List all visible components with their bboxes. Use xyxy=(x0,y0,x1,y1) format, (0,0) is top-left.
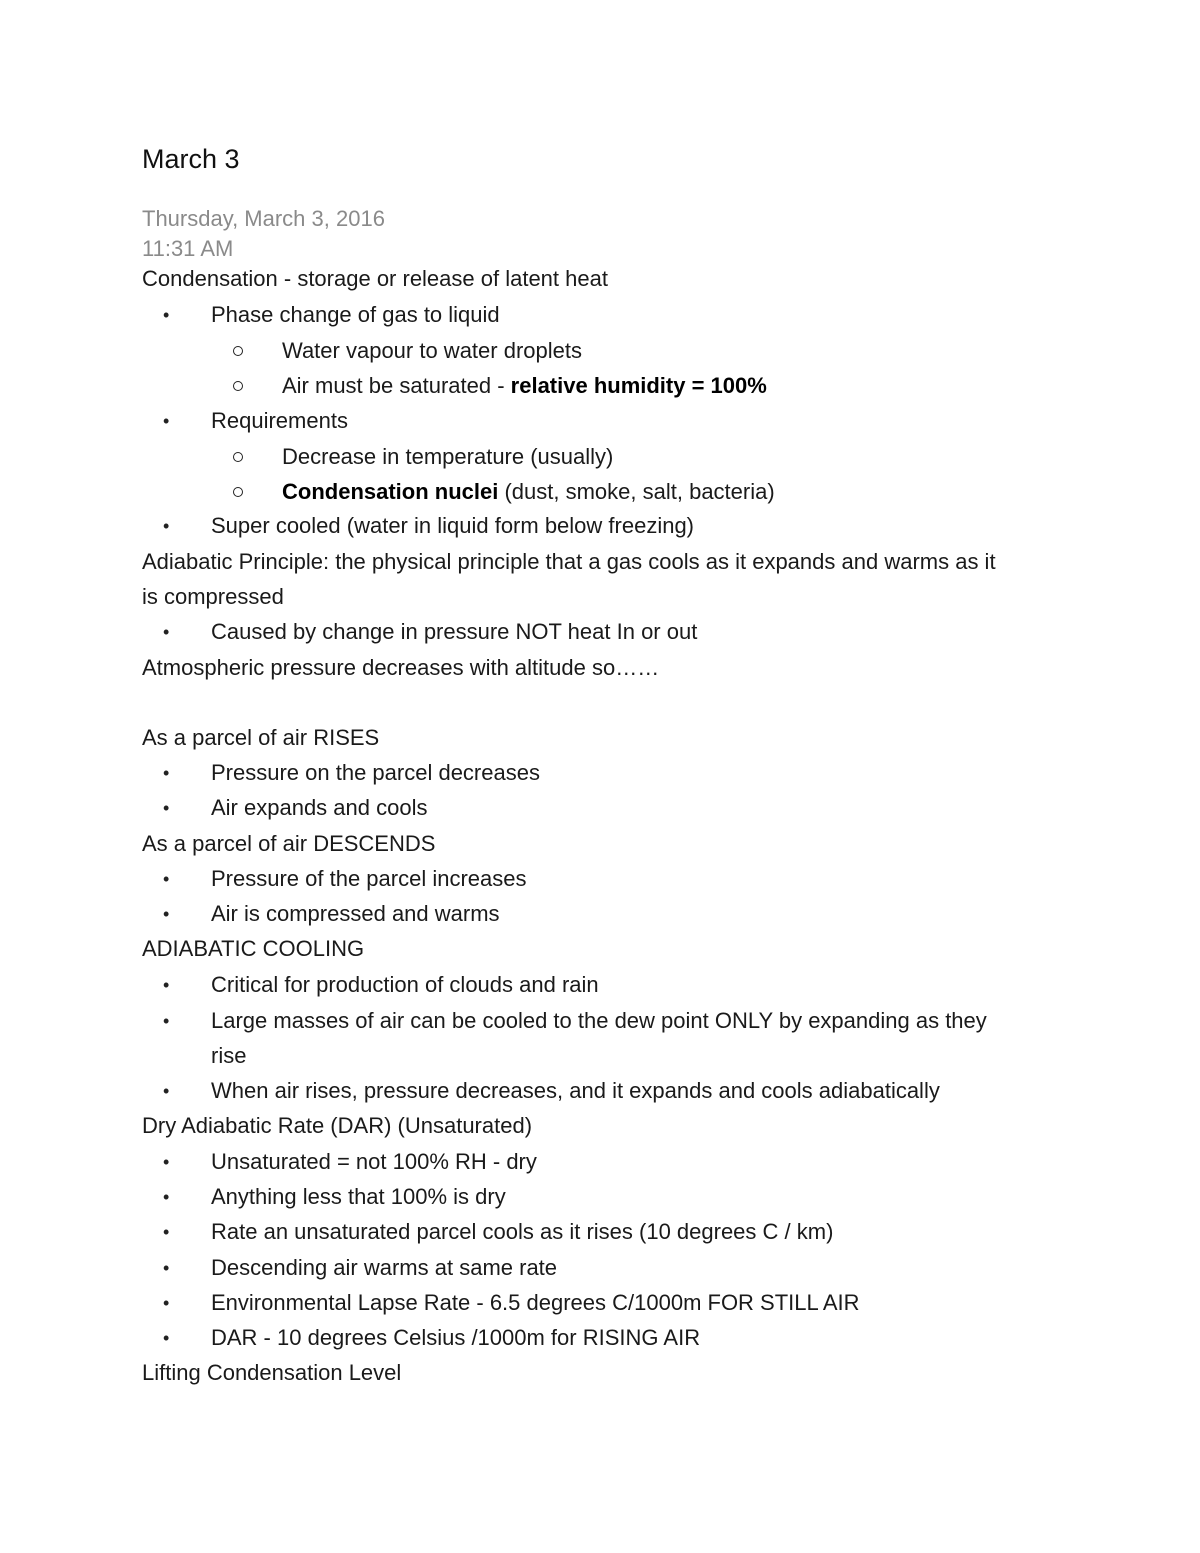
bullet-icon: • xyxy=(163,1293,170,1313)
hollow-bullet-icon xyxy=(233,487,243,497)
bullet-icon: • xyxy=(163,622,170,642)
dar-heading: Dry Adiabatic Rate (DAR) (Unsaturated) xyxy=(142,1113,533,1138)
bullet-icon: • xyxy=(163,798,170,818)
list-item: Descending air warms at same rate xyxy=(211,1255,558,1280)
rises-heading: As a parcel of air RISES xyxy=(142,725,380,750)
descends-heading: As a parcel of air DESCENDS xyxy=(142,831,436,856)
atmospheric-pressure-line: Atmospheric pressure decreases with altitude so…… xyxy=(142,655,660,680)
adiabatic-cooling-heading: ADIABATIC COOLING xyxy=(142,936,365,961)
bullet-icon: • xyxy=(163,1222,170,1242)
list-item: Air expands and cools xyxy=(211,795,428,820)
bullet-icon: • xyxy=(163,516,170,536)
list-item: When air rises, pressure decreases, and it expands and cools adiabatically xyxy=(211,1078,940,1103)
adiabatic-principle: Adiabatic Principle: the physical principle that a gas cools as it expands and warms as it xyxy=(142,549,996,574)
bullet-icon: • xyxy=(163,411,170,431)
list-item: Unsaturated = not 100% RH - dry xyxy=(211,1149,537,1174)
list-item: Super cooled (water in liquid form below freezing) xyxy=(211,513,695,538)
list-item: Critical for production of clouds and rain xyxy=(211,972,599,997)
list-item: Decrease in temperature (usually) xyxy=(282,444,614,469)
note-date: Thursday, March 3, 2016 xyxy=(142,206,385,231)
hollow-bullet-icon xyxy=(233,346,243,356)
list-item: Requirements xyxy=(211,408,348,433)
list-item xyxy=(282,371,767,401)
list-item xyxy=(282,477,775,507)
bullet-icon: • xyxy=(163,763,170,783)
bullet-icon: • xyxy=(163,1258,170,1278)
page-title: March 3 xyxy=(142,144,240,174)
relative-humidity-bold: relative humidity = 100% xyxy=(510,373,767,398)
list-item: DAR - 10 degrees Celsius /1000m for RISING AIR xyxy=(211,1325,701,1350)
list-item: Caused by change in pressure NOT heat In or out xyxy=(211,619,698,644)
list-item: Pressure of the parcel increases xyxy=(211,866,527,891)
bullet-icon: • xyxy=(163,305,170,325)
bullet-icon: • xyxy=(163,975,170,995)
bullet-icon: • xyxy=(163,1152,170,1172)
bullet-icon: • xyxy=(163,869,170,889)
list-item: Water vapour to water droplets xyxy=(282,338,582,363)
hollow-bullet-icon xyxy=(233,381,243,391)
list-item: Rate an unsaturated parcel cools as it rises (10 degrees C / km) xyxy=(211,1219,834,1244)
list-item: Air is compressed and warms xyxy=(211,901,500,926)
list-item: Pressure on the parcel decreases xyxy=(211,760,540,785)
nuclei-examples: (dust, smoke, salt, bacteria) xyxy=(498,479,775,504)
list-item: Large masses of air can be cooled to the dew point ONLY by expanding as they xyxy=(211,1008,987,1033)
list-item: Anything less that 100% is dry xyxy=(211,1184,506,1209)
list-item: Environmental Lapse Rate - 6.5 degrees C/1000m FOR STILL AIR xyxy=(211,1290,860,1315)
list-item-cont: rise xyxy=(211,1043,247,1068)
bullet-icon: • xyxy=(163,1187,170,1207)
adiabatic-principle-cont: is compressed xyxy=(142,584,284,609)
lifting-condensation-heading: Lifting Condensation Level xyxy=(142,1360,402,1385)
hollow-bullet-icon xyxy=(233,452,243,462)
list-item: Phase change of gas to liquid xyxy=(211,302,500,327)
bullet-icon: • xyxy=(163,1011,170,1031)
note-time: 11:31 AM xyxy=(142,236,234,261)
bullet-icon: • xyxy=(163,904,170,924)
bullet-icon: • xyxy=(163,1081,170,1101)
condensation-heading: Condensation - storage or release of latent heat xyxy=(142,266,608,291)
condensation-nuclei-bold: Condensation nuclei xyxy=(282,479,499,504)
saturated-text: Air must be saturated - xyxy=(282,373,511,398)
bullet-icon: • xyxy=(163,1328,170,1348)
